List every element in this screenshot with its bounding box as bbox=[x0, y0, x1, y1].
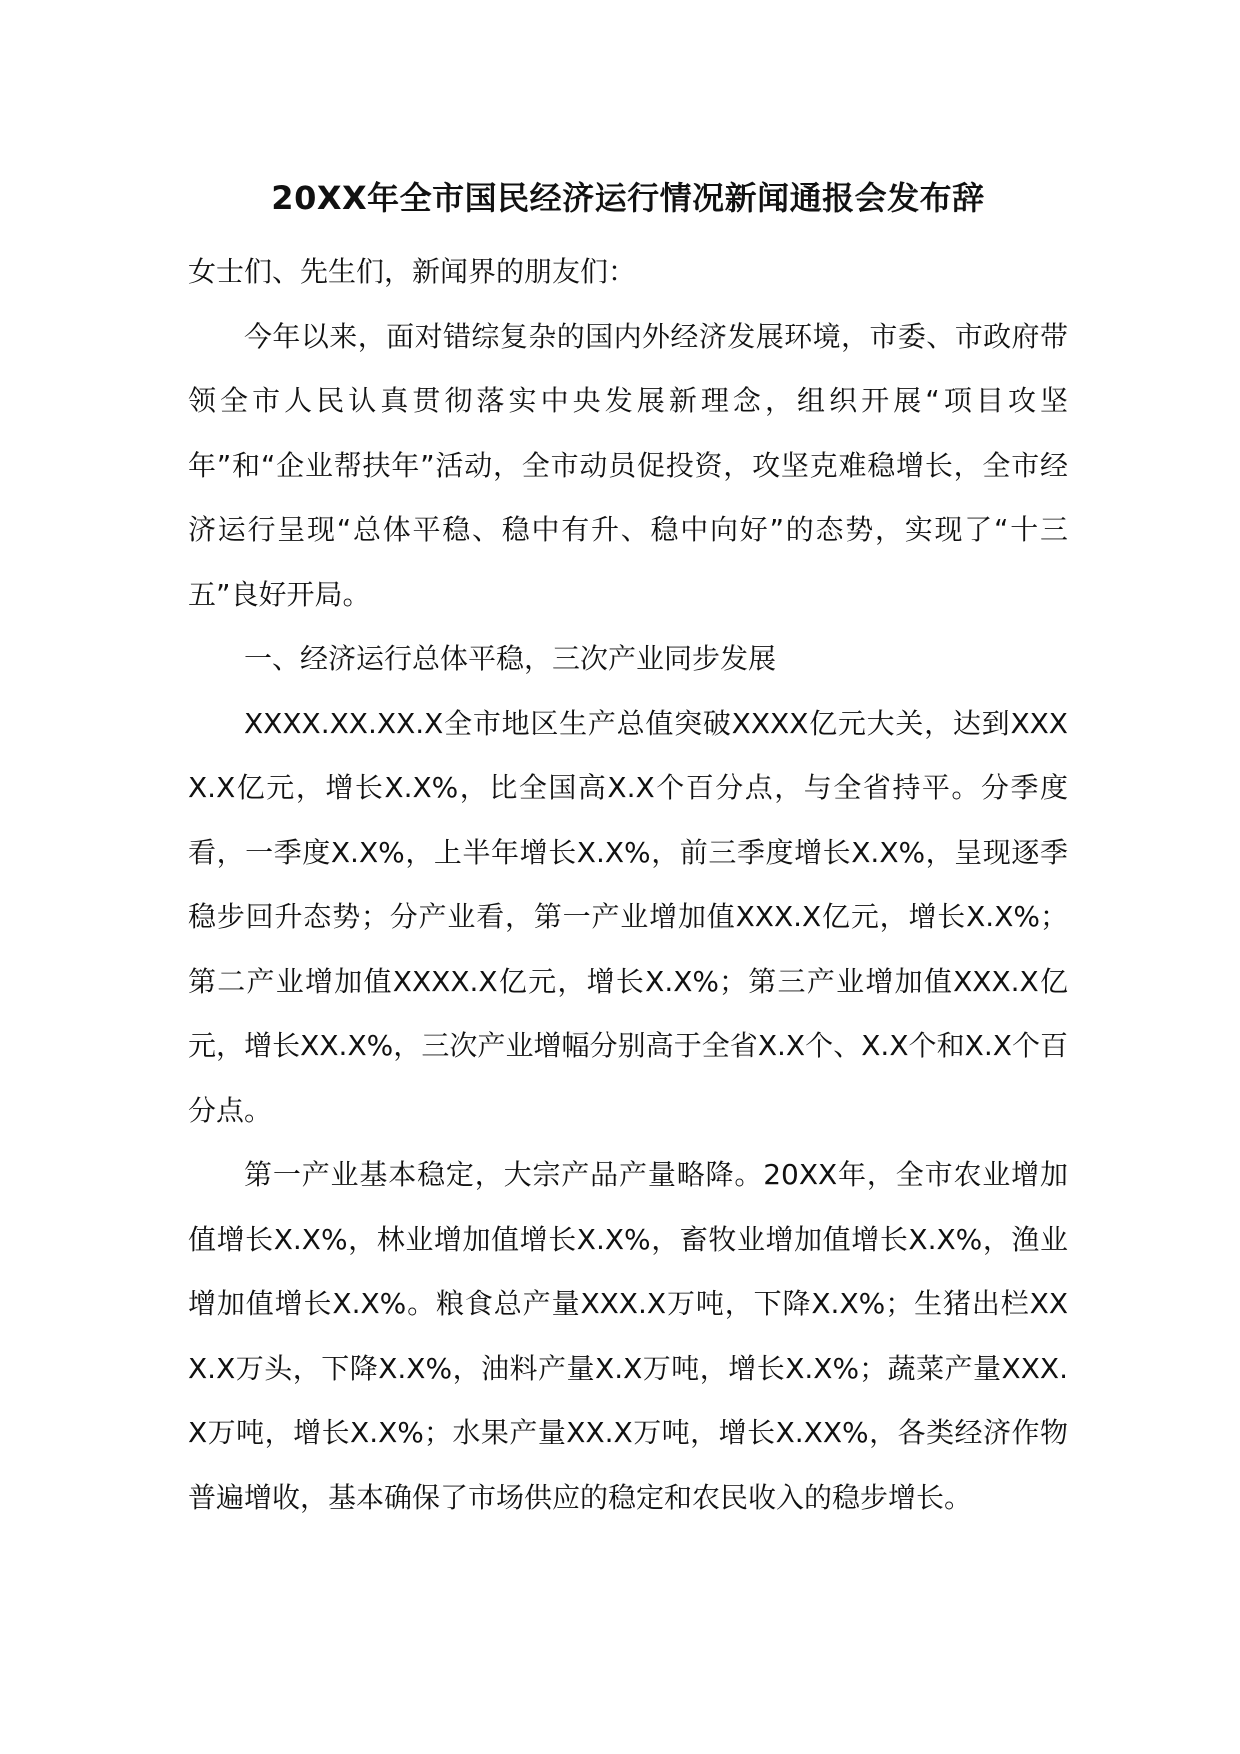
paragraph-gdp: XXXX.XX.XX.X全市地区生产总值突破XXXX亿元大关，达到XXXX.X亿元，增长X.X%，比全国高X.X个百分点，与全省持平。分季度看，一季度X.X%，上半年增长X.X%，前三季度增长X.X%，呈现逐季稳步回升态势；分产业看，第一产业增加值XXX.X亿元，增长X.X%；第二产业增加值XXXX.X亿元，增长X.X%；第三产业增加值XXX.X亿元，增长XX.X%，三次产业增幅分别高于全省X.X个、X.X个和X.X个百分点。 bbox=[188, 706, 1068, 1127]
document-title: 20XX年全市国民经济运行情况新闻通报会发布辞 bbox=[271, 179, 985, 217]
paragraph-primary-industry: 第一产业基本稳定，大宗产品产量略降。20XX年，全市农业增加值增长X.X%，林业增加值增长X.X%，畜牧业增加值增长X.X%，渔业增加值增长X.X%。粮食总产量XXX.X万吨，下降X.X%；生猪出栏XXX.X万头，下降X.X%，油料产量X.X万吨，增长X.X%；蔬菜产量XXX.X万吨，增长X.X%；水果产量XX.X万吨，增长X.XX%，各类经济作物普遍增收，基本确保了市场供应的稳定和农民收入的稳步增长。 bbox=[188, 1158, 1068, 1514]
salutation: 女士们、先生们，新闻界的朋友们： bbox=[188, 255, 637, 288]
section-heading: 一、经济运行总体平稳，三次产业同步发展 bbox=[244, 642, 777, 675]
document-page bbox=[188, 168, 1068, 1530]
paragraph-intro: 今年以来，面对错综复杂的国内外经济发展环境，市委、市政府带领全市人民认真贯彻落实中央发展新理念，组织开展“项目攻坚年”和“企业帮扶年”活动，全市动员促投资，攻坚克难稳增长，全市经济运行呈现“总体平稳、稳中有升、稳中向好”的态势，实现了“十三五”良好开局。 bbox=[188, 319, 1068, 611]
